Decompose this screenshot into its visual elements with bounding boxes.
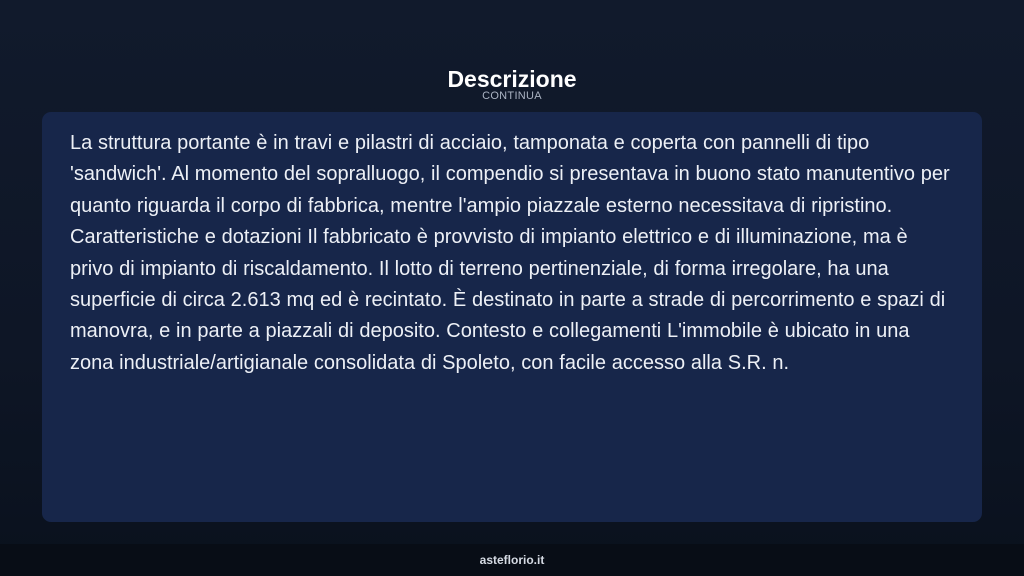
description-text: La struttura portante è in travi e pilastri di acciaio, tamponata e coperta con pannelli di tipo 'sandwich'. Al momento del sopralluogo, il compendio si presentava in buono stato manutentivo per quanto riguarda il corpo di fabbrica, mentre l'ampio piazzale esterno necessitava di ripristino. Caratteristiche e dotazioni Il fabbricato è provvisto di impianto elettrico e di illuminazione, ma è privo di impianto di riscaldamento. Il lotto di terreno pertinenziale, di forma irregolare, ha una superficie di circa 2.613 mq ed è recintato. È destinato in parte a strade di percorrimento e spazi di manovra, e in parte a piazzali di deposito. Contesto e collegamenti L'immobile è ubicato in una zona industriale/artigianale consolidata di Spoleto, con facile accesso alla S.R. n. xyxy=(70,132,950,374)
continuation-label: CONTINUA xyxy=(482,90,542,102)
footer-bar xyxy=(0,544,1024,576)
footer-site-name: asteflorio.it xyxy=(479,553,545,567)
description-card xyxy=(42,112,982,522)
page-title: Descrizione xyxy=(447,66,577,93)
